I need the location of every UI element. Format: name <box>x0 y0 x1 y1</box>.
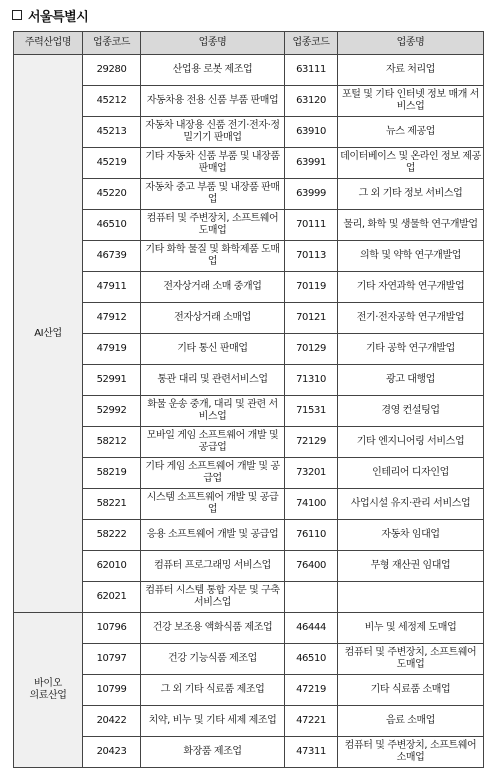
table-row <box>14 272 484 303</box>
code-cell: 70113 <box>285 241 338 272</box>
name-cell: 화물 운송 중개, 대리 및 관련 서비스업 <box>141 396 285 427</box>
header-code-2: 업종코드 <box>285 32 338 55</box>
table-row <box>14 86 484 117</box>
name-cell: 인테리어 디자인업 <box>338 458 484 489</box>
table-row <box>14 427 484 458</box>
table-row <box>14 396 484 427</box>
table-row <box>14 675 484 706</box>
name-cell: 컴퓨터 시스템 통합 자문 및 구축 서비스업 <box>141 582 285 613</box>
name-cell: 비누 및 세정제 도매업 <box>338 613 484 644</box>
table-row <box>14 303 484 334</box>
industry-code-table <box>13 31 484 768</box>
code-cell: 46510 <box>285 644 338 675</box>
page-title <box>12 6 88 24</box>
table-row <box>14 179 484 210</box>
table-header-row <box>14 32 484 55</box>
table-row <box>14 210 484 241</box>
code-cell: 73201 <box>285 458 338 489</box>
name-cell: 자동차 내장용 신품 전기·전자·정밀기기 판매업 <box>141 117 285 148</box>
code-cell: 70129 <box>285 334 338 365</box>
name-cell: 자동차 중고 부품 및 내장품 판매업 <box>141 179 285 210</box>
code-cell: 63111 <box>285 55 338 86</box>
name-cell: 무형 재산권 임대업 <box>338 551 484 582</box>
code-cell: 63910 <box>285 117 338 148</box>
code-cell: 47912 <box>83 303 141 334</box>
name-cell: 응용 소프트웨어 개발 및 공급업 <box>141 520 285 551</box>
table-row <box>14 520 484 551</box>
name-cell: 음료 소매업 <box>338 706 484 737</box>
name-cell: 모바일 게임 소프트웨어 개발 및 공급업 <box>141 427 285 458</box>
name-cell: 광고 대행업 <box>338 365 484 396</box>
name-cell: 컴퓨터 프로그래밍 서비스업 <box>141 551 285 582</box>
table-row <box>14 334 484 365</box>
name-cell: 시스템 소프트웨어 개발 및 공급업 <box>141 489 285 520</box>
name-cell: 통관 대리 및 관련서비스업 <box>141 365 285 396</box>
code-cell: 47919 <box>83 334 141 365</box>
code-cell: 63120 <box>285 86 338 117</box>
code-cell: 47219 <box>285 675 338 706</box>
sector-cell: 바이오 의료산업 <box>14 613 83 768</box>
code-cell: 70111 <box>285 210 338 241</box>
table-row <box>14 117 484 148</box>
code-cell: 10796 <box>83 613 141 644</box>
name-cell: 자동차 임대업 <box>338 520 484 551</box>
name-cell: 건강 보조용 액화식품 제조업 <box>141 613 285 644</box>
name-cell: 기타 화학 물질 및 화학제품 도매업 <box>141 241 285 272</box>
header-code-1: 업종코드 <box>83 32 141 55</box>
name-cell: 사업시설 유지·관리 서비스업 <box>338 489 484 520</box>
code-cell: 20422 <box>83 706 141 737</box>
page-title-text: 서울특별시 <box>28 9 89 25</box>
name-cell: 기타 자동차 신품 부품 및 내장품 판매업 <box>141 148 285 179</box>
table-row <box>14 55 484 86</box>
name-cell: 전기·전자공학 연구개발업 <box>338 303 484 334</box>
code-cell: 46510 <box>83 210 141 241</box>
table-row <box>14 613 484 644</box>
code-cell: 74100 <box>285 489 338 520</box>
name-cell: 데이터베이스 및 온라인 정보 제공업 <box>338 148 484 179</box>
code-cell: 58222 <box>83 520 141 551</box>
name-cell: 의학 및 약학 연구개발업 <box>338 241 484 272</box>
code-cell: 20423 <box>83 737 141 768</box>
sector-cell: AI산업 <box>14 55 83 613</box>
code-cell: 10797 <box>83 644 141 675</box>
code-cell: 72129 <box>285 427 338 458</box>
name-cell: 치약, 비누 및 기타 세제 제조업 <box>141 706 285 737</box>
code-cell: 58219 <box>83 458 141 489</box>
name-cell: 기타 공학 연구개발업 <box>338 334 484 365</box>
code-cell: 45212 <box>83 86 141 117</box>
name-cell: 전자상거래 소매업 <box>141 303 285 334</box>
table-row <box>14 489 484 520</box>
code-cell <box>285 582 338 613</box>
code-cell: 45213 <box>83 117 141 148</box>
code-cell: 45219 <box>83 148 141 179</box>
name-cell: 산업용 로봇 제조업 <box>141 55 285 86</box>
code-cell: 70119 <box>285 272 338 303</box>
header-sector: 주력산업명 <box>14 32 83 55</box>
name-cell: 컴퓨터 및 주변장치, 소프트웨어 도매업 <box>141 210 285 241</box>
code-cell: 63991 <box>285 148 338 179</box>
code-cell: 52992 <box>83 396 141 427</box>
name-cell: 포털 및 기타 인터넷 정보 매개 서비스업 <box>338 86 484 117</box>
name-cell: 기타 식료품 소매업 <box>338 675 484 706</box>
name-cell: 물리, 화학 및 생물학 연구개발업 <box>338 210 484 241</box>
name-cell: 뉴스 제공업 <box>338 117 484 148</box>
name-cell: 화장품 제조업 <box>141 737 285 768</box>
name-cell: 컴퓨터 및 주변장치, 소프트웨어 소매업 <box>338 737 484 768</box>
code-cell: 71531 <box>285 396 338 427</box>
table-row <box>14 365 484 396</box>
code-cell: 52991 <box>83 365 141 396</box>
name-cell: 전자상거래 소매 중개업 <box>141 272 285 303</box>
code-cell: 62010 <box>83 551 141 582</box>
code-cell: 58221 <box>83 489 141 520</box>
checkbox-icon <box>12 10 22 20</box>
name-cell: 그 외 기타 식료품 제조업 <box>141 675 285 706</box>
code-cell: 46444 <box>285 613 338 644</box>
code-cell: 76110 <box>285 520 338 551</box>
code-cell: 29280 <box>83 55 141 86</box>
name-cell: 기타 게임 소프트웨어 개발 및 공급업 <box>141 458 285 489</box>
table-row <box>14 551 484 582</box>
table-row <box>14 582 484 613</box>
table-row <box>14 737 484 768</box>
code-cell: 47221 <box>285 706 338 737</box>
name-cell <box>338 582 484 613</box>
code-cell: 47911 <box>83 272 141 303</box>
code-cell: 47311 <box>285 737 338 768</box>
header-name-2: 업종명 <box>338 32 484 55</box>
table-row <box>14 458 484 489</box>
name-cell: 기타 통신 판매업 <box>141 334 285 365</box>
header-name-1: 업종명 <box>141 32 285 55</box>
name-cell: 건강 기능식품 제조업 <box>141 644 285 675</box>
code-cell: 58212 <box>83 427 141 458</box>
name-cell: 자동차용 전용 신품 부품 판매업 <box>141 86 285 117</box>
code-cell: 63999 <box>285 179 338 210</box>
table-row <box>14 706 484 737</box>
code-cell: 71310 <box>285 365 338 396</box>
code-cell: 45220 <box>83 179 141 210</box>
code-cell: 62021 <box>83 582 141 613</box>
name-cell: 경영 컨설팅업 <box>338 396 484 427</box>
name-cell: 기타 엔지니어링 서비스업 <box>338 427 484 458</box>
name-cell: 자료 처리업 <box>338 55 484 86</box>
name-cell: 기타 자연과학 연구개발업 <box>338 272 484 303</box>
table-row <box>14 148 484 179</box>
name-cell: 컴퓨터 및 주변장치, 소프트웨어 도매업 <box>338 644 484 675</box>
table-row <box>14 241 484 272</box>
code-cell: 46739 <box>83 241 141 272</box>
code-cell: 70121 <box>285 303 338 334</box>
name-cell: 그 외 기타 정보 서비스업 <box>338 179 484 210</box>
table-row <box>14 644 484 675</box>
code-cell: 76400 <box>285 551 338 582</box>
code-cell: 10799 <box>83 675 141 706</box>
